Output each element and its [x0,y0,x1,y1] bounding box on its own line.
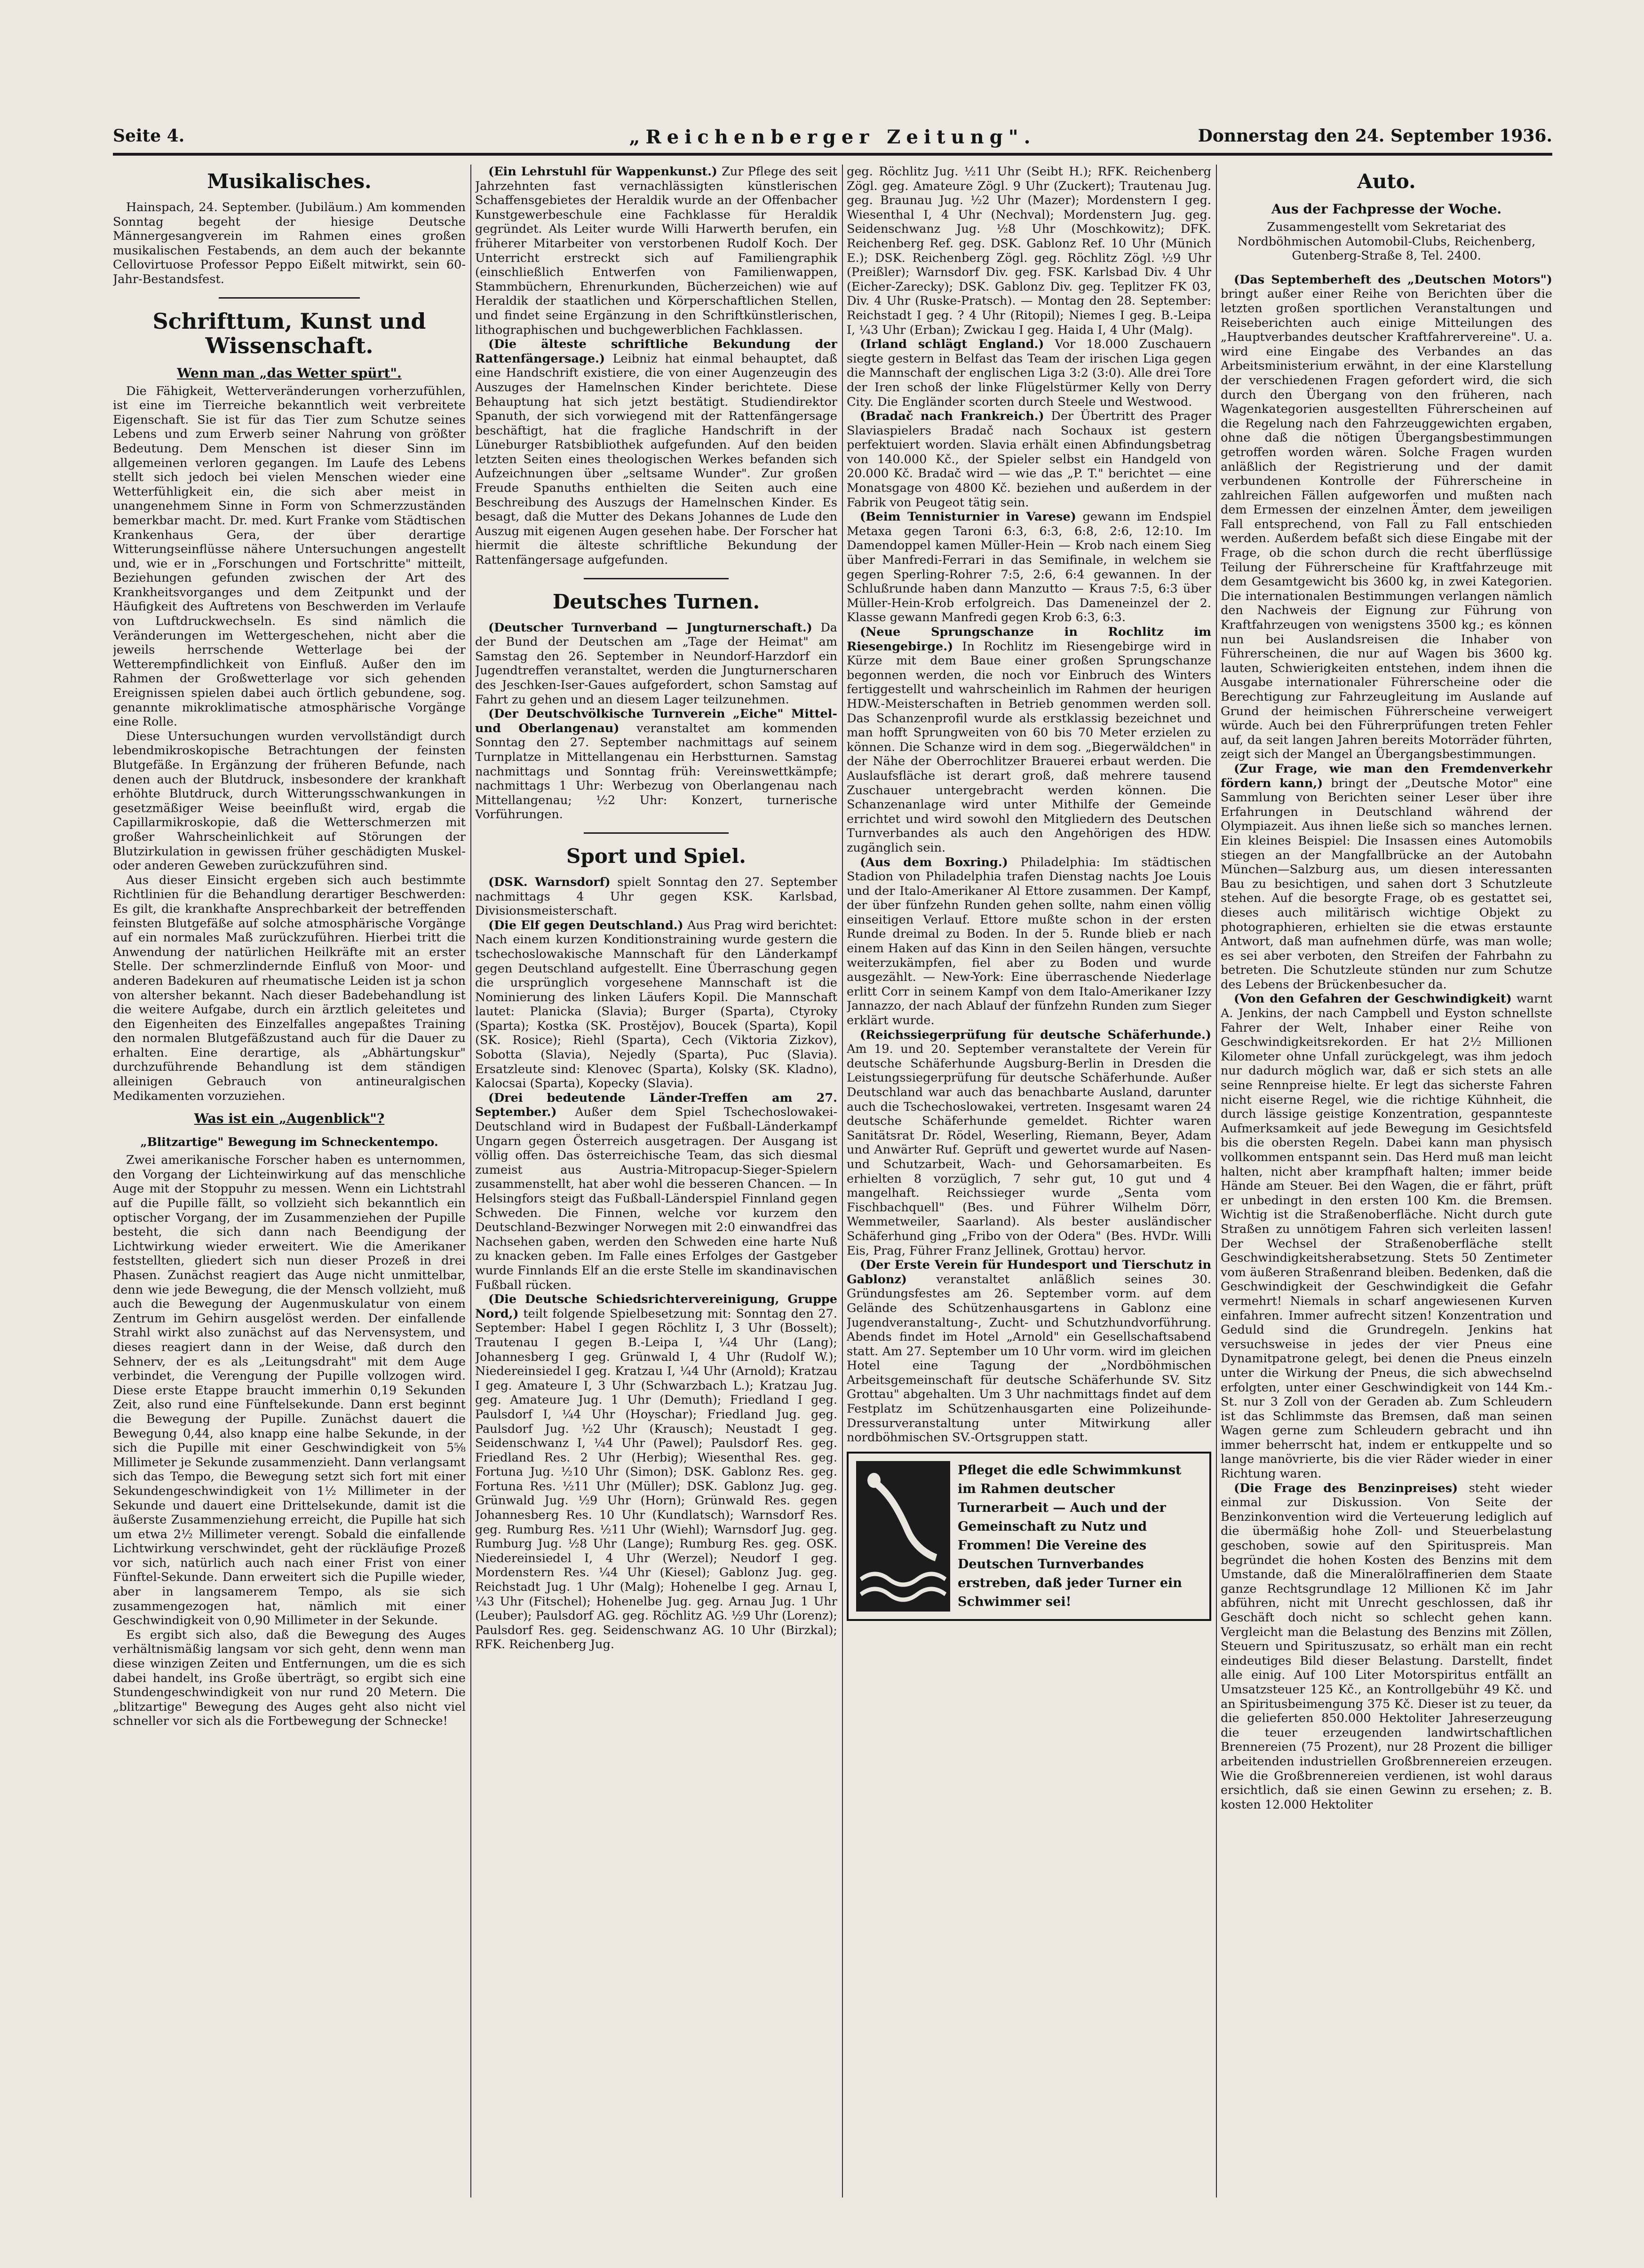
article-text: steht wieder einmal zur Diskussion. Von Seite der Benzinkonvention wird die Verteuerung lediglich auf die übermäßig hohe Zoll- und Steuerbelastung geschoben, sowie auf den Spirituspreis. Man begründet die hohen Kosten des Benzins mit dem Umstande, daß die Mineralölraffinerien dem Staate ganze Rechtsgrundlage 12 Millionen Kč im Jahr abführen, nicht mit Unrecht geschlossen, daß ihr Geschäft doch nicht so schlecht gehen kann. Vergleicht man die Belastung des Benzins mit Zöllen, Steuern und Spirituszusatz, so erhält man ein recht eindeutiges Bild dieser Belastung. Darstellt, findet alle einig. Auf 100 Liter Motorspiritus entfällt an Umsatzsteuer 125 Kč., an Kontrollgebühr 49 Kč. und an Spiritusbeimengung 375 Kč. Dieser ist zu teuer, da die gelieferten 850.000 Hektoliter Jahreserzeugung die teuer erzeugenden landwirtschaftlichen Brennereien (75 Prozent), nur 28 Prozent die billiger arbeitenden industriellen Großbrennereien erzeugen. Wie die Großbrennereien verdienen, ist wohl daraus ersichtlich, daß sie einen Gewinn zu ersehen; z. B. kosten 12.000 Hektoliter [1221,1481,1552,1812]
page-number: Seite 4. [113,126,185,146]
masthead [113,126,1552,154]
advertisement-text: Pfleget die edle Schwimmkunst im Rahmen deutscher Turnerarbeit — Auch und der Gemeinschaft zu Nutz und Frommen! Die Vereine des Deutschen Turnverbandes erstreben, daß jeder Turner ein Schwimmer sei! [958,1462,1182,1609]
article-text: Philadelphia: Im städtischen Stadion von Philadelphia trafen Dienstag nachts Joe Louis und der Italo-Amerikaner Al Ettore zusammen. Der Kampf, der über fünfzehn Runden gehen sollte, nahm einen völlig einseitigen Verlauf. Ettore mußte schon in der ersten Runde dreimal zu Boden. In der 5. Runde blieb er nach einem Haken auf das Kinn in den Seilen hängen, versuchte weiterzukämpfen, fiel aber zu Boden und wurde ausgezählt. — New-York: Eine überraschende Niederlage erlitt Corr in seinem Kampf von dem Italo-Amerikaner Izzy Jannazzo, der nach Ablauf der fünfzehn Runden zum Sieger erklärt wurde. [847,855,1211,1028]
article-text: Zur Pflege des seit Jahrzehnten fast vernachlässigten künstlerischen Schaffensgebietes der Heraldik wurde an der Offenbacher Kunstgewerbeschule eine Fachklasse für Heraldik gegründet. Als Leiter wurde Willi Harwerth berufen, ein früherer Mitarbeiter von verstorbenen Rudolf Koch. Der Unterricht erstreckt sich auf Familiengraphik (einschließlich Entwerfen von Familienwappen, Stammbüchern, Ehrenurkunden, Bücherzeichen) wie auf Heraldik der staatlichen und Körperschaftlichen Stellen, und findet seine Ergänzung in den Schriftkünstlerischen, lithographischen und buchgewerblichen Fachklassen. [475,165,837,337]
article-subheadline: „Blitzartige" Bewegung im Schneckentempo. [140,1135,438,1149]
swimmer-emblem-icon [856,1461,950,1612]
issue-date: Donnerstag den 24. September 1936. [1198,126,1552,146]
article-kicker: (Beim Tennisturnier in Varese) [860,510,1076,524]
swimming-advertisement [847,1452,1211,1621]
article-kicker: (Der Erste Verein für Hundesport und Tierschutz in Gablonz) [847,1258,1211,1287]
article-kicker: (Die Frage des Benzinpreises) [1234,1481,1458,1495]
section-heading-auto: Auto. [1357,170,1416,193]
article-kicker: (Deutscher Turnverband — Jungturnerschaft.) [488,620,812,635]
article-paragraph: Zwei amerikanische Forscher haben es unternommen, den Vorgang der Lichteinwirkung auf das menschliche Auge mit der Stoppuhr zu messen. Wenn ein Lichtstrahl auf die Pupille fällt, so vollzieht sich bekanntlich ein optischer Vorgang, der im Zusammenziehen der Pupille besteht, die sich dann nach Beendigung der Lichtwirkung wieder erweitert. Wie die Amerikaner feststellten, gliedert sich nun dieser Prozeß in drei Phasen. Zunächst reagiert das Auge nicht unmittelbar, denn wie jede Bewegung, die der Mensch vollzieht, muß auch die Bewegung der Augenmuskulatur von einem Zentrum im Gehirn ausgelöst werden. Der einfallende Strahl wirkt also zunächst auf das Nervensystem, und dieses reagiert dann in der Weise, daß durch den Sehnerv, der es als „Leitungsdraht" mit dem Auge verbindet, die Verengung der Pupille vollzogen wird. Diese erste Etappe braucht immerhin 0,19 Sekunden Zeit, also rund eine Fünftelsekunde. Dann erst beginnt die Bewegung der Pupille. Zunächst dauert die Bewegung 0,44, also knapp eine halbe Sekunde, in der sich die Pupille mit einer Geschwindigkeit von 5⅝ Millimeter je Sekunde zusammenzieht. Dann verlangsamt sich das Tempo, die Bewegung setzt sich fort mit einer Sekundengeschwindigkeit von 1½ Millimeter in der Sekunde und dauert eine Drittelsekunde, damit ist die äußerste Zusammenziehung erreicht, die Pupille hat sich um etwa 2½ Millimeter verengt. Sobald die einfallende Lichtwirkung verschwindet, geht der rückläufige Prozeß vor sich, natürlich auch nach einer Frist von einer Fünftel-Sekunde. Dann erweitert sich die Pupille wieder, aber in langsamerem Tempo, als sie sich zusammengezogen hat, nämlich mit einer Geschwindigkeit von 0,90 Millimeter in der Sekunde. [113,1153,466,1628]
article-text: teilt folgende Spielbesetzung mit: Sonntag den 27. September: Habel I gegen Röchlitz I, 3 Uhr (Bosselt); Trautenau I gegen B.-Leipa I, ¼4 Uhr (Lang); Johannesberg I geg. Grünwald I, 4 Uhr (Rudolf W.); Niedereinsiedel I geg. Kratzau I, ¼4 Uhr (Arnold); Kratzau I geg. Amateure I, 3 Uhr (Schwarzbach L.); Kratzau Jug. geg. Amateure Jug. 1 Uhr (Demuth); Friedland I geg. Paulsdorf I, ¼4 Uhr (Hoyschar); Friedland Jug. geg. Paulsdorf Jug. ½2 Uhr (Krausch); Neustadt I geg. Seidenschwanz I, ¼4 Uhr (Pawel); Paulsdorf Res. geg. Friedland Res. 2 Uhr (Herbig); Wiesenthal Res. geg. Fortuna Jug. ½10 Uhr (Simon); DSK. Gablonz Res. geg. Fortuna Res. ½11 Uhr (Müller); DSK. Gablonz Jug. geg. Grünwald Jug. ½9 Uhr (Horn); Grünwald Res. gegen Johannesberg Res. 10 Uhr (Kundlatsch); Warnsdorf Res. geg. Rumburg Res. ½11 Uhr (Wiehl); Warnsdorf Jug. geg. Rumburg Jug. ½8 Uhr (Lange); Rumburg Res. geg. OSK. Niedereinsiedel I, 4 Uhr (Werzel); Neudorf I geg. Mordenstern Res. ¼4 Uhr (Kiesel); Gablonz Jug. geg. Reichstadt Jug. 1 Uhr (Malg); Hohenelbe I geg. Arnau I, ¼3 Uhr (Fitschel); Hohenelbe Jug. geg. Arnau Jug. 1 Uhr (Leuber); Paulsdorf AG. geg. Röchlitz AG. ½9 Uhr (Lorenz); Paulsdorf Res. geg. Seidenschwanz AG. 10 Uhr (Birzkal); RFK. Reichenberg Jug. [475,1306,837,1652]
article-text: Aus Prag wird berichtet: Nach einem kurzen Konditionstraining wurde gestern die tschechoslowakische Mannschaft für den Länderkampf gegen Deutschland aufgestellt. Eine Überraschung gegen die ursprünglich vorgesehene Mannschaft ist die Nominierung des linken Läufers Kopil. Die Mannschaft lautet: Planicka (Slavia); Burger (Sparta), Ctyroky (Sparta); Kostka (SK. Prostějov), Boucek (Sparta), Kopil (SK. Rosice); Riehl (Sparta), Cech (Viktoria Zizkov), Sobotta (Slavia), Nejedly (Sparta), Puc (Slavia). Ersatzleute sind: Klenovec (Sparta), Kolsky (SK. Kladno), Kalocsai (Sparta), Kopecky (Slavia). [475,918,837,1091]
article-headline: Was ist ein „Augenblick"? [194,1111,385,1127]
article-byline: Zusammengestellt vom Sekretariat des Nordböhmischen Automobil-Clubs, Reichenberg, Gutenberg-Straße 8, Tel. 2400. [1237,220,1536,263]
article-kicker: (Ein Lehrstuhl für Wappenkunst.) [488,165,717,179]
article-text: Da der Bund der Deutschen am „Tage der Heimat" am Samstag den 26. September in Neundorf-Harzdorf ein Jugendtreffen veranstaltet, werden die Jungturnerscharen des Jeschken-Iser-Gaues aufgefordert, schon Samstag auf Fahrt zu gehen und an diesem Lager teilzunehmen. [475,620,837,707]
article-headline: Aus der Fachpresse der Woche. [1271,201,1502,217]
article-text: bringt außer einer Reihe von Berichten über die letzten großen sportlichen Veranstaltungen und Reiseberichten auch einige Mitteilungen des „Hauptverbandes deutscher Kraftfahrervereine". U. a. wird eine Eingabe des Verbandes an das Arbeitsministerium erwähnt, in der eine Klarstellung der verschiedenen Fragen gefordert wird, die sich durch den Übergang von den früheren, nach Wagenkategorien ausgestellten Führerscheinen auf die Regelung nach den Fahrzeuggewichten ergaben, ohne daß die nötigen Übergangsbestimmungen getroffen worden wären. Solche Fragen wurden anläßlich der Registrierung und der damit verbundenen Kontrolle der Führerscheine in zahlreichen Fällen aufgeworfen und mußten nach dem Ermessen der einzelnen Ämter, dem jeweiligen Fall entsprechend, von Fall zu Fall entschieden werden. Außerdem befaßt sich diese Eingabe mit der Frage, ob die schon durch die recht überflüssige Teilung der Führerscheine für Kraftfahrzeuge mit dem Gesamtgewicht bis 3600 kg, in zwei Kategorien. Die internationalen Bestimmungen verlangen nämlich den Nachweis der Eignung zur Führung von Kraftfahrzeugen von wenigstens 3500 kg.; es können nun bei Auslandsreisen die Inhaber von Führerscheinen, die nur auf Wagen bis 3600 kg. lauten, Schwierigkeiten entstehen, indem ihnen die Ausgabe internationaler Führerscheine oder die Berechtigung zur Fahrzeugleitung im Auslande auf Grund der heimischen Führerscheine verweigert würde. Auch bei den Führerprüfungen treten Fehler auf, da seit langen Jahren bereits Motorräder führten, zeigt sich der Mangel an Übergangsbestimmungen. [1221,287,1552,762]
article-paragraph: Die Fähigkeit, Wetterveränderungen vorherzufühlen, ist eine im Tierreiche bekanntlich weit verbreitete Eigenschaft. Sie ist für das Tier zum Schutze seines Lebens und zum Erwerb seiner Nahrung von größter Bedeutung. Dem Menschen ist dieser Sinn im allgemeinen verloren gegangen. Im Laufe des Lebens stellt sich jedoch bei vielen Menschen wieder eine Wetterfühligkeit ein, die sich aber meist in unangenehmem Sinne in Form von Schmerzzuständen bemerkbar macht. Dr. med. Kurt Franke vom Städtischen Krankenhaus Gera, der über derartige Witterungseinflüsse nähere Untersuchungen angestellt und, wie er in „Forschungen und Fortschritte" mitteilt, Beziehungen gefunden zwischen der Art des Krankheitsvorganges und dem Zeitpunkt und der Häufigkeit des Auftretens von Beschwerden im Verlaufe von Luftdruckwechseln. Es sind nämlich die Veränderungen im Wettergeschehen, nicht aber die jeweils herrschende Wetterlage bei der Wetterempfindlichkeit von Einfluß. Außer den im Rahmen der Großwetterlage vor sich gehenden Ereignissen spielen dabei auch örtlich gebundene, sog. genannte mikroklimatische atmosphärische Vorgänge eine Rolle. [113,384,466,729]
section-rule [584,832,729,834]
article-text: Am 19. und 20. September veranstaltete der Verein für deutsche Schäferhunde Augsburg-Berlin in Dresden die Leistungssiegerprüfung für deutsche Schäferhunde. Außer Deutschland war auch das benachbarte Ausland, darunter auch die Tschechoslowakei, vertreten. Insgesamt waren 24 deutsche Schäferhunde gemeldet. Richter waren Sanitätsrat Dr. Rödel, Weserling, Riemann, Beyer, Adam und Anwärter Ruf. Geprüft und gewertet wurde auf Nasen- und Schutzarbeit, Wach- und Gehorsamarbeiten. Es erhielten 8 vorzüglich, 7 sehr gut, 10 gut und 4 mangelhaft. Reichssieger wurde „Senta vom Fischbachquell" (Bes. und Führer Wilhelm Dörr, Wemmetweiler, Saarland). Als bester ausländischer Schäferhund ging „Fribo von der Odera" (Bes. HVDr. Willi Eis, Prag, Führer Franz Jellinek, Grottau) hervor. [847,1042,1211,1258]
article-paragraph: Es ergibt sich also, daß die Bewegung des Auges verhältnismäßig langsam vor sich geht, denn wenn man diese winzigen Zeiten und Entfernungen, um die es sich dabei handelt, ins Große überträgt, so ergibt sich eine Stundengeschwindigkeit von nur rund 20 Metern. Die „blitzartige" Bewegung des Auges geht also nicht viel schneller vor sich als die Fortbewegung der Schnecke! [113,1628,466,1729]
article-kicker: (Irland schlägt England.) [860,337,1044,352]
article-text: warnt A. Jenkins, der nach Campbell und Eyston schnellste Fahrer der Welt, Inhaber einer Reihe von Geschwindigkeitsrekorden. Er hat 2½ Millionen Kilometer ohne Unfall zurückgelegt, was ihm jedoch nur dadurch möglich war, daß er sich stets an alle seine Rennpreise hielte. Er legt das sicherste Fahren nicht eiserne Regel, wie die richtige Kühnheit, die durch lässige geistige Konzentration, gespannteste Aufmerksamkeit auf jede Bewegung im Gesichtsfeld bis die obersten Regeln. Dabei kann man physisch vollkommen entspannt sein. Das Herd muß man leicht halten, nicht aber krampfhaft halten; immer beide Hände am Steuer. Bei den Wagen, die er fährt, prüft er unbedingt in den ersten 100 Km. die Bremsen. Wichtig ist die Straßenoberfläche. Nicht durch gute Straßen zu unnötigem Fahren sich verleiten lassen! Der Wechsel der Straßenoberfläche stellt Geschwindigkeitsherabsetzung. Stets 50 Zentimeter vom äußeren Straßenrand bleiben. Bedenken, daß die Geschwindigkeit der Geschwindigkeit die Gefahr vermehrt! Niemals in scharf angewiesenen Kurven einfahren. Immer aufrecht sitzen! Konzentration und Geduld sind die Grundregeln. Jenkins hat versuchsweise in jedes der vier Pneus eine Dynamitpatrone gelegt, bei denen die Pneus einzeln unter die Wirkung der Pneus, die sich abwechselnd erfolgten, unter einer Geschwindigkeit von 144 Km.-St. nur 3 Zoll von der Geraden ab. Zum Schleudern ist das Schlimmste das Bremsen, daß man seinen Wagen gerne zum Schleudern gebracht und ihn immer beherrscht hat, indem er entkuppelte und so lange manövrierte, bis die vier Räder wieder in einer Richtung waren. [1221,992,1552,1481]
newspaper-title: „Reichenberger Zeitung". [629,126,1036,148]
article-text: In Rochlitz im Riesengebirge wird in Kürze mit dem Baue einer großen Sprungschanze begonnen werden, die noch vor Einbruch des Winters fertiggestellt und wahrscheinlich im Rahmen der heurigen HDW.-Meisterschaften in Betrieb genommen werden soll. Das Schanzenprofil wurde als erstklassig bezeichnet und man hofft Sprungweiten von 60 bis 70 Meter erzielen zu können. Die Schanze wird in dem sog. „Biegerwäldchen" in der Nähe der Oberrochlitzer Brauerei erbaut werden. Die Auslaufsfläche ist derart groß, daß mehrere tausend Zuschauer untergebracht werden können. Die Schanzenanlage wird unter Mithilfe der Gemeinde errichtet und wird sowohl den Mitgliedern des Deutschen Turnverbandes als auch den Angehörigen des HDW. zugänglich sein. [847,639,1211,855]
article-kicker: (Neue Sprungschanze in Rochlitz im Riesengebirge.) [847,625,1211,654]
article-kicker: (Von den Gefahren der Geschwindigkeit) [1234,992,1512,1006]
article-kicker: (Reichssiegerprüfung für deutsche Schäferhunde.) [860,1027,1211,1042]
section-heading-music: Musikalisches. [207,170,372,193]
article-kicker: (Zur Frage, wie man den Fremdenverkehr fördern kann,) [1221,761,1552,790]
section-heading-sport: Sport und Spiel. [566,844,746,868]
article-paragraph: Diese Untersuchungen wurden vervollständigt durch lebendmikroskopische Betrachtungen der feinsten Blutgefäße. In Ergänzung der früheren Befunde, nach denen auch der Blutdruck, insbesondere der krankhaft erhöhte Blutdruck, durch Witterungsschwankungen in gesetzmäßiger Weise beeinflußt wird, ergab die Capillarmikroskopie, daß die Wetterschmerzen mit großer Wahrscheinlichkeit auf Störungen der Blutzirkulation in gewissen früher geschädigten Muskel- oder anderen Geweben zurückzuführen sind. [113,729,466,873]
article-kicker: (Drei bedeutende Länder-Treffen am 27. September.) [475,1091,837,1120]
column-4 [1221,165,1552,2212]
column-2 [475,165,837,2212]
article-kicker: (Die Deutsche Schiedsrichtervereinigung, Gruppe Nord,) [475,1292,837,1321]
article-kicker: (Der Deutschvölkische Turnverein „Eiche" Mittel- und Oberlangenau) [475,707,837,735]
column-divider [842,165,843,2197]
section-heading-turnen: Deutsches Turnen. [552,590,760,613]
article-paragraph: geg. Röchlitz Jug. ½11 Uhr (Seibt H.); RFK. Reichenberg Zögl. geg. Amateure Zögl. 9 Uhr (Zuckert); Trautenau Jug. geg. Braunau Jug. ½2 Uhr (Mazer); Mordenstern I geg. Wiesenthal I, 4 Uhr (Nechval); Mordenstern Jug. geg. Seidenschwanz Jug. ½8 Uhr (Moschkowitz); DFK. Reichenberg Ref. geg. DSK. Gablonz Ref. 10 Uhr (Münich E.); DSK. Reichenberg Zögl. geg. Röchlitz Zögl. ½9 Uhr (Preißler); Warnsdorf Div. geg. FSK. Karlsbad Div. 4 Uhr (Eicher-Zarecky); DSK. Gablonz Div. geg. Teplitzer FK 03, Div. 4 Uhr (Ruske-Pratsch). — Montag den 28. September: Reichstadt I geg. ? 4 Uhr (Ritopil); Niemes I geg. B.-Leipa I, ¼3 Uhr (Erban); Zwickau I geg. Haida I, 4 Uhr (Malg). [847,165,1211,337]
article-text: Vor 18.000 Zuschauern siegte gestern in Belfast das Team der irischen Liga gegen die Mannschaft der englischen Liga 3:2 (3:0). Alle drei Tore der Iren schoß der linke Flügelstürmer Kelly von Derry City. Die Engländer scorten durch Steele und Westwood. [847,337,1211,409]
article-text: gewann im Endspiel Metaxa gegen Taroni 6:3, 6:3, 6:8, 2:6, 12:10. Im Damendoppel kamen Müller-Hein — Krob nach einem Sieg über Manfredi-Ferrari in das Semifinale, in welchem sie gegen Sperling-Rohrer 7:5, 2:6, 6:4 gewannen. In der Schlußrunde haben dann Manzutto — Kraus 7:5, 6:3 über Müller-Hein-Krob erfolgreich. Das Dameneinzel der 2. Klasse gewann Manfredi gegen Krob 6:3, 6:3. [847,510,1211,625]
article-paragraph: Hainspach, 24. September. (Jubiläum.) Am kommenden Sonntag begeht der hiesige Deutsche Männergesangverein im Rahmen eines großen musikalischen Festabends, an dem auch der bekannte Cellovirtuose Professor Peppo Eißelt mitwirkt, sein 60-Jahr-Bestandsfest. [113,200,466,286]
article-text: veranstaltet am kommenden Sonntag den 27. September nachmittags auf seinem Turnplatze in Mittellangenau ein Herbstturnen. Samstag nachmittags und Sonntag früh: Vereinswettkämpfe; nachmittags 1 Uhr: Werbezug von Oberlangenau nach Mittellangenau; ½2 Uhr: Konzert, turnerische Vorführungen. [475,721,837,822]
section-rule [219,297,360,299]
section-heading-literature: Schrifttum, Kunst und Wissenschaft. [152,308,426,358]
column-divider [470,165,471,2197]
column-divider [1216,165,1217,2197]
article-paragraph: Aus dieser Einsicht ergeben sich auch bestimmte Richtlinien für die Behandlung derartiger Beschwerden: Es gilt, die krankhafte Ansprechbarkeit der betreffenden feinsten Blutgefäße auf solche atmosphärische Vorgänge auf ein normales Maß zurückzuführen. Hierbei tritt die Anwendung der natürlichen Heilkräfte mit an erster Stelle. Der schmerzlindernde Einfluß von Moor- und anderen Badekuren auf rheumatische Leiden ist ja schon von altersher bekannt. Nach dieser Badebehandlung ist die weitere Aufgabe, durch ein ärztlich geleitetes und den Eigenheiten des Einzelfalles angepaßtes Training den normalen Blutgefäßzustand auch für die Dauer zu erhalten. Eine derartige, als „Abhärtungskur" durchzuführende Behandlung ist dem ständigen alleinigen Gebrauch von antineuralgischen Medikamenten vorzuziehen. [113,873,466,1103]
article-text: Leibniz hat einmal behauptet, daß eine Handschrift existiere, die von einer Augenzeugin des Auszuges der Hamelnschen Kinder berichtete. Diese Behauptung hat sich jetzt bestätigt. Studiendirektor Spanuth, der sich vorwiegend mit der Rattenfängersage beschäftigt, hat die fragliche Handschrift in der Lüneburger Ratsbibliothek aufgefunden. Auf den beiden letzten Seiten eines theologischen Werkes befanden sich Aufzeichnungen über „seltsame Wunder". Zur großen Freude Spanuths enthielten die Seiten auch eine Beschreibung des Auszugs der Hamelnschen Kinder. Es besagt, daß die Mutter des Dekans Johannes de Lude den Auszug mit eigenen Augen gesehen habe. Der Forscher hat hiermit die älteste schriftliche Bekundung der Rattenfängersage aufgefunden. [475,351,837,568]
article-text: bringt der „Deutsche Motor" eine Sammlung von Berichten seiner Leser über ihre Erfahrungen in Deutschland während der Olympiazeit. Aus ihnen ließe sich so manches lernen. Ein kleines Beispiel: Die Insassen eines Automobils stiegen an der Mangfallbrücke an der Autobahn München—Salzburg aus, um diesen interessanten Bau zu besichtigen, und sahen dort 3 Schutzleute stehen. Auf die besorgte Frage, ob es gestattet sei, dieses auch militärisch wichtige Objekt zu photographieren, erhielten sie die etwas erstaunte Antwort, daß man aufnehmen dürfe, was man wolle; es sei aber verboten, den Streifen der Fahrbahn zu betreten. Die Schutzleute stünden nur zum Schutze des Lebens der Brückenbesucher da. [1221,776,1552,992]
article-text: spielt Sonntag den 27. September nachmittags 4 Uhr gegen KSK. Karlsbad, Divisionsmeisterschaft. [475,875,837,918]
article-headline: Wenn man „das Wetter spürt". [177,365,402,381]
section-rule [584,578,729,579]
column-1 [113,165,466,2212]
article-text: Außer dem Spiel Tschechoslowakei-Deutschland wird in Budapest der Fußball-Länderkampf Ungarn gegen Österreich ausgetragen. Der Ausgang ist völlig offen. Das österreichische Team, das sich diesmal zumeist aus Austria-Mitropacup-Sieger-Spielern zusammenstellt, hat aber wohl die besseren Chancen. — In Helsingfors steigt das Fußball-Länderspiel Finnland gegen Schweden. Die Finnen, welche vor kurzem den Deutschland-Bezwinger Norwegen mit 2:0 einwandfrei das Nachsehen gaben, werden den Schweden eine harte Nuß zu knacken geben. Im Falle eines Erfolges der Gastgeber wurde Finnlands Elf an die erste Stelle im skandinavischen Fußball rücken. [475,1105,837,1292]
article-kicker: (Bradač nach Frankreich.) [860,409,1044,424]
article-kicker: (Aus dem Boxring.) [860,855,1008,869]
article-text: veranstaltet anläßlich seines 30. Gründungsfestes am 26. September vorm. auf dem Gelände des Schützenhausgartens in Gablonz eine Jugendveranstaltung-, Zucht- und Schutzhundvorführung. Abends findet im Hotel „Arnold" ein Gesellschaftsabend statt. Am 27. September um 10 Uhr vorm. wird im gleichen Hotel eine Tagung der „Nordböhmischen Arbeitsgemeinschaft für deutsche Schäferhunde SV. Sitz Grottau" abgehalten. Um 3 Uhr nachmittags findet auf dem Festplatz im Schützenhausgarten eine Polizeihunde-Dressurveranstaltung unter Mitwirkung aller nordböhmischen SV.-Ortsgruppen statt. [847,1272,1211,1445]
column-3 [847,165,1211,2212]
article-kicker: (DSK. Warnsdorf) [488,875,611,889]
article-kicker: (Das Septemberheft des „Deutschen Motors") [1234,272,1552,287]
article-text: Der Übertritt des Prager Slaviaspielers Bradač nach Sochaux ist gestern perfektuiert worden. Slavia erhält einen Abfindungsbetrag von 140.000 Kč., der Spieler selbst ein Handgeld von 20.000 Kč. Bradač wird — wie das „P. T." berichtet — eine Monatsgage von 4800 Kč. beziehen und außerdem in der Fabrik von Peugeot tätig sein. [847,409,1211,510]
article-kicker: (Die Elf gegen Deutschland.) [488,918,683,932]
header-rule [113,153,1552,156]
article-kicker: (Die älteste schriftliche Bekundung der Rattenfängersage.) [475,337,837,366]
